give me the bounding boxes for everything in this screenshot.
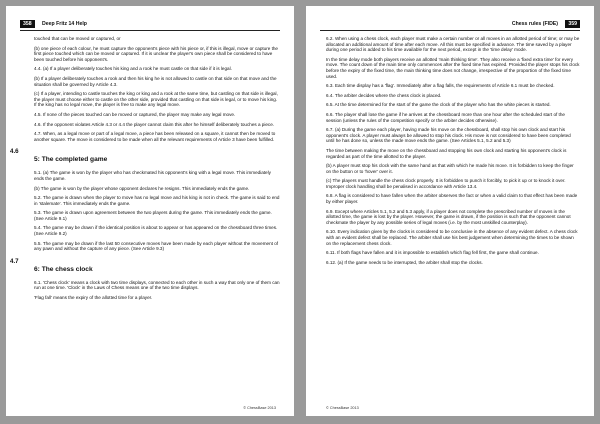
paragraph: 4.5. If none of the pieces touched can be moved or captured, the player may make any legal move. [34,111,236,117]
section-title: 6: The chess clock [34,265,93,273]
page-footer: © ChessBase 2013 [243,406,276,410]
page-number: 358 [20,20,35,28]
paragraph: 5.4. The game may be drawn if the identical position is about to appear or has appeared on the chessboard three times. (See Article 9.2) [34,225,278,237]
section-heading [10,148,280,166]
paragraph: (b) A player must stop his clock with the same hand as that with which he made his move. It is forbidden to keep the finger on the button or to 'hover' over it. [326,163,574,174]
paragraph: (c) If a player, intending to castle touches the king or king and a rook at the same time, but castling on that side is illegal, the player must choose either to castle on the other side, provided that castling on that side is legal, or to move his king. If the king has no legal move, the player is free to make any legal move. [34,91,278,108]
page-footer: © ChessBase 2013 [326,406,359,410]
paragraph: (b) If a player deliberately touches a rook and then his king he is not allowed to castle on that side on that move and the situation shall be governed by Article 4.3. [34,75,277,87]
paragraph: 5.1. (a) The game is won by the player who has checkmated his opponent's king with a legal move. This immediately ends the game. [34,170,271,181]
page-body [10,36,280,305]
paragraph: 6.1. 'Chess clock' means a clock with two time displays, connected to each other in such a way that only one of them can run at one time. 'Clock' in the Laws of Chess means one of the two time displays. [34,279,280,291]
paragraph: 'Flag fall' means the expiry of the allotted time for a player. [34,295,153,301]
page-header [20,20,280,31]
paragraph: touched that can be moved or captured, or [34,36,121,41]
paragraph: The time between making the move on the chessboard and stopping his own clock and starting his opponent's clock is regarded as part of the time allotted to the player. [326,147,567,159]
section-number: 4.7 [10,257,19,265]
header-title: Deep Fritz 14 Help [42,21,87,27]
paragraph: 6.8. A flag is considered to have fallen when the arbiter observes the fact or when a valid claim to that effect has been made by either player. [326,193,578,205]
paragraph: 4.6. If the opponent violates Article 4.3 or 4.4 the player cannot claim this after he himself deliberately touches a piece. [34,121,275,127]
paragraph: 5.5. The game may be drawn if the last 50 consecutive moves have been made by each player without the movement of any pawn and without the capture of any piece. (See Article 9.3) [34,240,279,252]
paragraph: 4.7. When, as a legal move or part of a legal move, a piece has been released on a square, it cannot then be moved to another square. The move is considered to be made when all the relevant requirements of Article 3 have been fulfilled. [34,131,276,142]
paragraph: 6.10. Every indication given by the clocks is considered to be conclusive in the absence of any evident defect. A chess clock with an evident defect shall be replaced. The arbiter shall use his best judgement when determining the times to be shown on the replacement chess clock. [326,229,578,246]
paragraph: (b) The game is won by the player whose opponent declares he resigns. This immediately ends the game. [34,185,250,191]
paragraph: 5.3. The game is drawn upon agreement between the two players during the game. This immediately ends the game. (See Article 9.1) [34,210,272,221]
paragraph: 5.2. The game is drawn when the player to move has no legal move and his king is not in check. The game is said to end in 'stalemate'. This immediately ends the game. [34,195,280,206]
page-left [6,6,294,416]
paragraph: 6.2. When using a chess clock, each player must make a certain number or all moves in an allotted period of time; or may be allocated an additional amount of time after each move. All this must be specified in advance. The time saved by a player during one period is added to his time available for the next period, except in the 'time delay' mode. [326,36,580,53]
header-title: Chess rules (FIDE) [511,21,558,27]
paragraph: 6.12. (a) If the game needs to be interrupted, the arbiter shall stop the clocks. [326,259,483,265]
paragraph: In the time delay mode both players receive an allotted 'main thinking time'. They also receive a 'fixed extra time' for every move. The count down of the main time only commences after the fixed time has expired. Provided the player stops his clock before the expiry of the fixed time, the main thinking time does not change, irrespective of the proportion of the fixed time used. [326,56,580,79]
section-title: 5: The completed game [34,156,108,164]
paragraph: 6.4. The arbiter decides where the chess clock is placed. [326,92,442,98]
paragraph: 6.7. (a) During the game each player, having made his move on the chessboard, shall stop his own clock and start his opponent's clock. A player must always be allowed to stop his clock. His move is not considered to have been completed until he has done so, unless the made move ends the game. (See Articles 5.1, 5.2 and 5.3) [326,127,571,144]
paragraph: 6.6. The player shall lose the game if he arrives at the chessboard more than one hour after the scheduled start of the session (unless the rules of the competition specify or the arbiter decides otherwise). [326,111,565,123]
paragraph: 6.3. Each time display has a 'flag'. Immediately after a flag falls, the requirements of Article 6.1 must be checked. [326,83,555,89]
page-number: 359 [565,20,580,28]
paragraph: 6.5. At the time determined for the start of the game the clock of the player who has the white pieces is started. [326,102,551,108]
page-body [326,36,580,269]
paragraph: 4.4. (a) If a player deliberately touches his king and a rook he must castle on that side if it is legal. [34,66,232,72]
section-number: 4.6 [10,148,19,156]
paragraph: 6.11. If both flags have fallen and it is impossible to establish which flag fell first, the game shall continue. [326,250,539,256]
paragraph: (c) The players must handle the chess clock properly. It is forbidden to punch it forcibly, to pick it up or to knock it over. Improper clock handling shall be penalised in accordance with Article 13.4. [326,178,566,189]
paragraph: 6.9. Except where Articles 5.1, 5.2 and 5.3 apply, if a player does not complete the prescribed number of moves in the allotted time, the game is lost by the player. However, the game is drawn, if the position is such that the opponent cannot checkmate the player by any possible series of legal moves (i.e. by the most unskilled counterplay). [326,208,571,225]
page-header [320,20,580,31]
page-right [306,6,594,416]
section-heading [10,257,280,276]
paragraph: (b) one piece of each colour, he must capture the opponent's piece with his piece or, if this is illegal, move or capture the first piece touched which can be moved or captured. If it is unclear the player's own piece shall be considered to have been touched before his opponent's. [34,45,278,62]
